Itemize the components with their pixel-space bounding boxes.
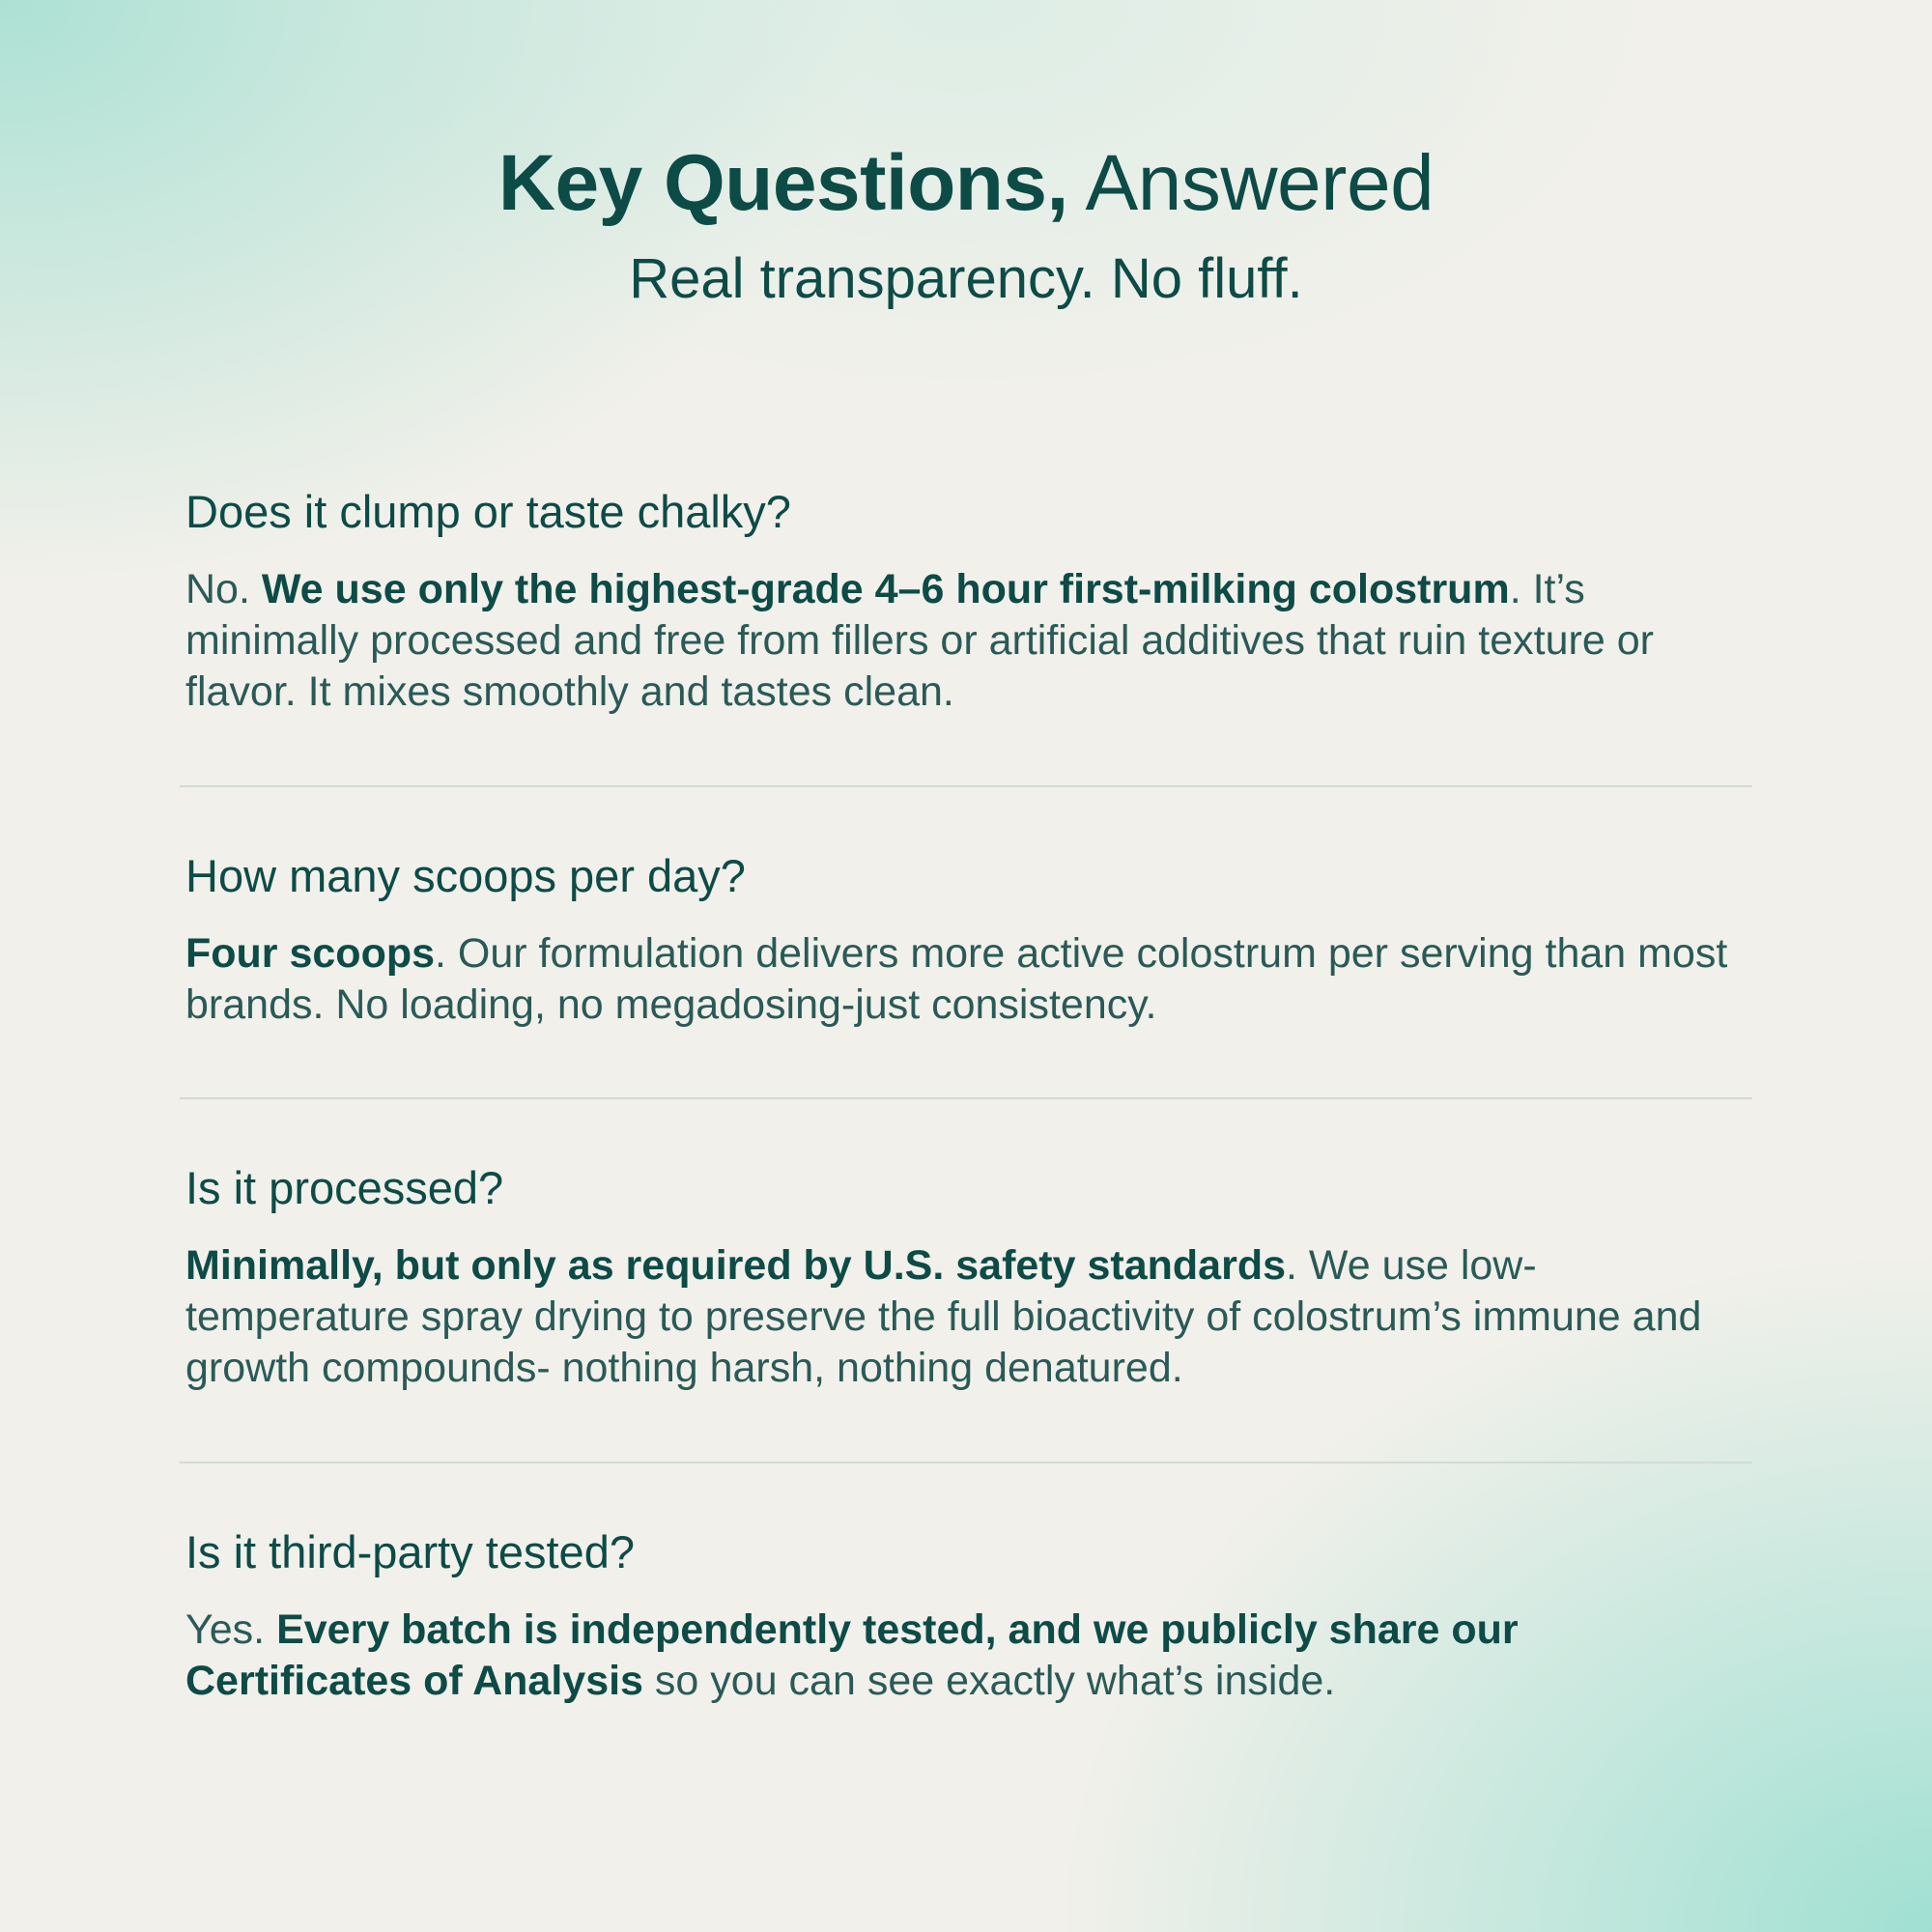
- answer-bold: Every batch is independently tested, and we publicly share our Certificates of Analysis: [185, 1606, 1519, 1704]
- faq-answer: [185, 928, 1752, 1031]
- faq-item-tested: [180, 1523, 1752, 1707]
- faq-item-scoops: [180, 847, 1752, 1031]
- divider: [180, 1097, 1752, 1099]
- answer-rest: so you can see exactly what’s inside.: [642, 1658, 1336, 1704]
- faq-question: Is it third-party tested?: [185, 1526, 635, 1577]
- faq-item-processed: [180, 1159, 1752, 1394]
- answer-bold: Minimally, but only as required by U.S. safety standards: [185, 1242, 1286, 1289]
- answer-rest: . Our formulation delivers more active colostrum per serving than most brands. No loading, no megadosing-just consistency.: [185, 930, 1728, 1028]
- answer-bold: Four scoops: [185, 930, 436, 977]
- divider: [180, 1462, 1752, 1463]
- answer-bold: We use only the highest-grade 4–6 hour first-milking colostrum: [261, 566, 1510, 612]
- faq-answer: [185, 564, 1752, 718]
- title-light: Answered: [1085, 139, 1435, 227]
- title-bold: Key Questions,: [497, 139, 1068, 227]
- faq-question: Does it clump or taste chalky?: [185, 486, 791, 537]
- faq-answer: [185, 1605, 1752, 1707]
- answer-rest: . We use low-temperature spray drying to preserve the full bioactivity of colostrum’s immune and growth compounds- nothing harsh, nothing denatured.: [185, 1242, 1702, 1391]
- page-subtitle: Real transparency. No fluff.: [629, 247, 1303, 310]
- faq-item-clump: [180, 483, 1752, 718]
- divider: [180, 785, 1752, 787]
- answer-rest: . It’s minimally processed and free from fillers or artificial additives that ruin texture or flavor. It mixes smoothly and tastes clean.: [185, 566, 1654, 715]
- answer-lead: No.: [185, 566, 250, 612]
- answer-lead: Yes.: [185, 1606, 266, 1653]
- page-title: [0, 135, 1932, 232]
- page-header: [0, 135, 1932, 313]
- faq-question: How many scoops per day?: [185, 850, 746, 901]
- faq-question: Is it processed?: [185, 1162, 504, 1213]
- faq-answer: [185, 1240, 1752, 1394]
